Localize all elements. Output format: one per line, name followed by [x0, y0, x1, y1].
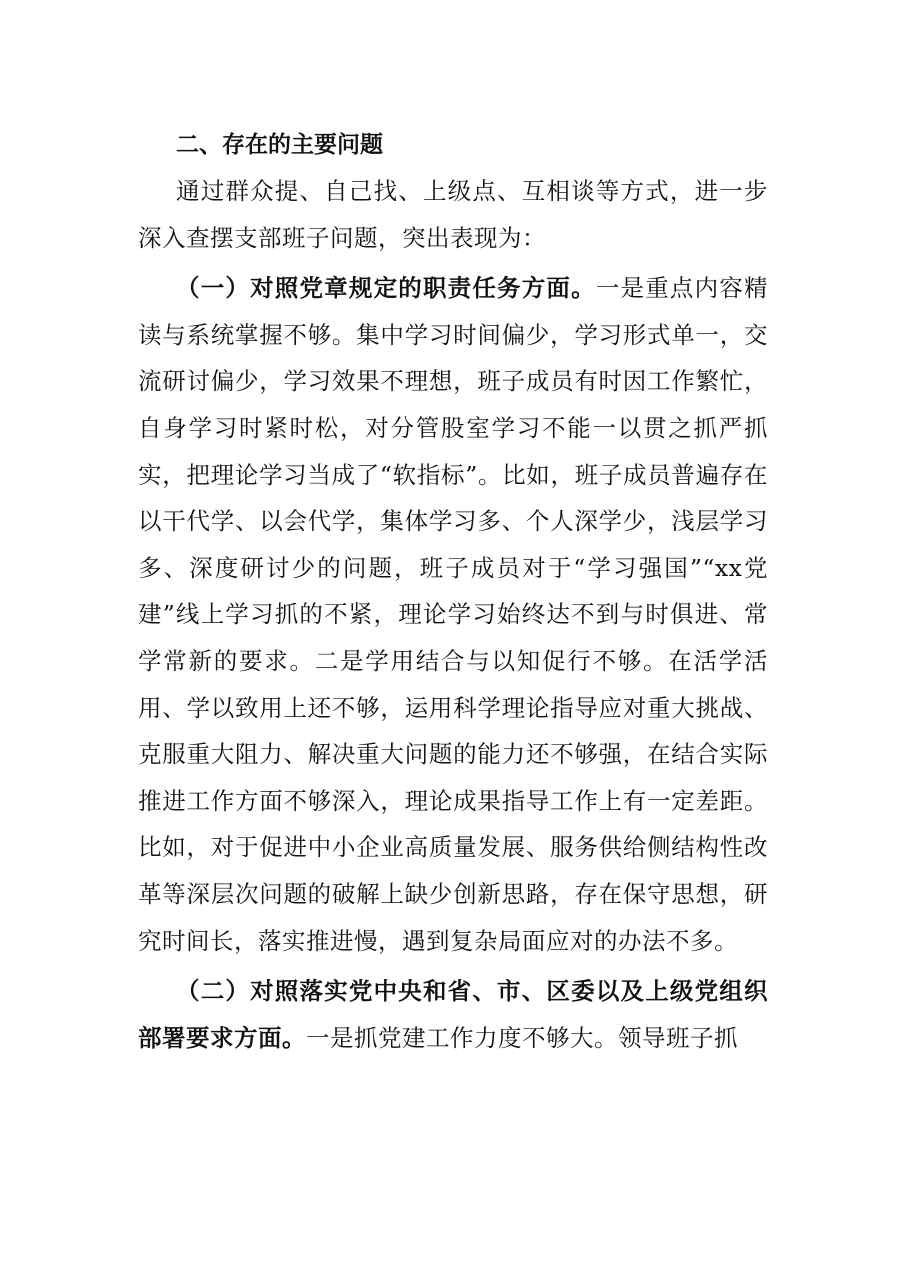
intro-paragraph: 通过群众提、自己找、上级点、互相谈等方式，进一步深入查摆支部班子问题，突出表现为： — [138, 177, 768, 252]
section1-body: 一是重点内容精读与系统掌握不够。集中学习时间偏少，学习形式单一，交流研讨偏少，学习效果不理想，班子成员有时因工作繁忙，自身学习时紧时松，对分管股室学习不能一以贯之抓严抓实，把理论学习当成了“软指标”。比如，班子成员普遍存在以干代学、以会代学，集体学习多、个人深学少，浅层学习多、深度研讨少的问题，班子成员对于“学习强国”“xx党建”线上学习抓的不紧，理论学习始终达不到与时俱进、常学常新的要求。二是学用结合与以知促行不够。在活学活用、学以致用上还不够，运用科学理论指导应对重大挑战、克服重大阻力、解决重大问题的能力还不够强，在结合实际推进工作方面不够深入，理论成果指导工作上有一定差距。比如，对于促进中小企业高质量发展、服务供给侧结构性改革等深层次问题的破解上缺少创新思路，存在保守思想，研究时间长，落实推进慢，遇到复杂局面应对的办法不多。 — [138, 274, 769, 955]
section1-paragraph — [138, 265, 768, 964]
section1-lead: （一）对照党章规定的职责任务方面。 — [176, 274, 596, 303]
section2-paragraph — [138, 968, 768, 1061]
section2-lead: （二）对照落实党中央和省、市、区委以及上级党组织部署要求方面。 — [138, 977, 768, 1052]
section-heading: 二、存在的主要问题 — [176, 132, 383, 158]
section2-body: 一是抓党建工作力度不够大。领导班子抓 — [306, 1023, 738, 1052]
document-page — [138, 122, 768, 1061]
